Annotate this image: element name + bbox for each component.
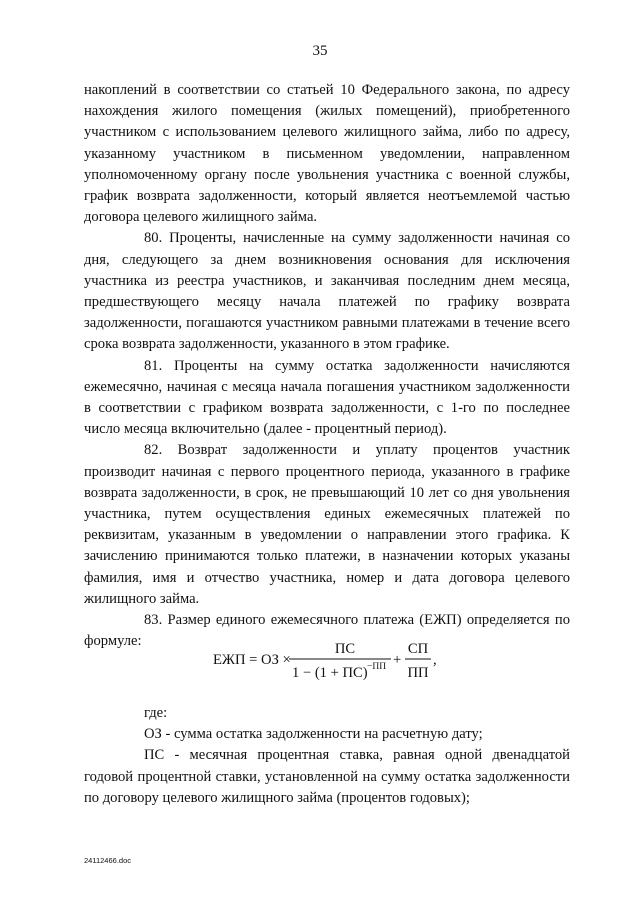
formula-comma: , <box>433 652 437 668</box>
paragraph-82: 82. Возврат задолженности и уплату процентов участник производит начиная с первого процентного периода, указанного в графике возврата задолженности, в срок, не превышающий 10 лет со дня увольнения участника, путем осуществления единых ежемесячных платежей по реквизитам, указанным в уведомлении о направлении этого графика. К зачислению принимаются только платежи, в назначении которых указаны фамилия, имя и отчество участника, номер и дата договора целевого жилищного займа. <box>84 442 570 607</box>
definition-ps: ПС - месячная процентная ставка, равная одной двенадцатой годовой процентной ставки, установленной на сумму остатка задолженности по договору целевого жилищного займа (процентов годовых); <box>84 747 570 806</box>
paragraph-81: 81. Проценты на сумму остатка задолженности начисляются ежемесячно, начиная с месяца начала погашения участником задолженности в соответствии с графиком возврата задолженности, с 1-го по последнее число месяца включительно (далее - процентный период). <box>84 357 570 438</box>
paragraph-80: 80. Проценты, начисленные на сумму задолженности начиная со дня, следующего за днем возникновения основания для исключения участника из реестра участников, и заканчивая последним днем месяца, предшествующего месяцу начала платежей по графику возврата задолженности, погашаются участником равными платежами в течение всего срока возврата задолженности, указанного в этом графике. <box>84 230 570 353</box>
formula-frac1-exponent: −ПП <box>367 662 387 672</box>
paragraph-83: 83. Размер единого ежемесячного платежа (ЕЖП) определяется по формуле: <box>84 612 570 650</box>
document-filename: 24112466.doc <box>84 856 131 865</box>
page-number: 35 <box>312 43 328 59</box>
paragraph-continuation: накоплений в соответствии со статьей 10 Федерального закона, по адресу нахождения жилого помещения (жилых помещений), приобретенного участником с использованием целевого жилищного займа, либо по адресу, указанному участником в письменном уведомлении, направленном уполномоченному органу после увольнения участника с военной службы, график возврата задолженности, который является неотъемлемой частью договора целевого жилищного займа. <box>84 82 570 226</box>
ezhp-formula <box>0 638 640 682</box>
formula-frac2-denominator: ПП <box>407 665 429 681</box>
where-label: где: <box>144 705 168 721</box>
formula-frac1-numerator: ПС <box>334 641 356 657</box>
formula-lhs: ЕЖП = ОЗ × <box>213 652 291 668</box>
formula-frac1-denominator: 1 − (1 + ПС) <box>292 665 368 681</box>
formula-frac2-numerator: СП <box>407 641 429 657</box>
formula-definitions <box>84 703 570 809</box>
document-body <box>84 80 570 652</box>
definition-oz: ОЗ - сумма остатка задолженности на расчетную дату; <box>144 726 483 743</box>
formula-plus: + <box>393 652 402 668</box>
